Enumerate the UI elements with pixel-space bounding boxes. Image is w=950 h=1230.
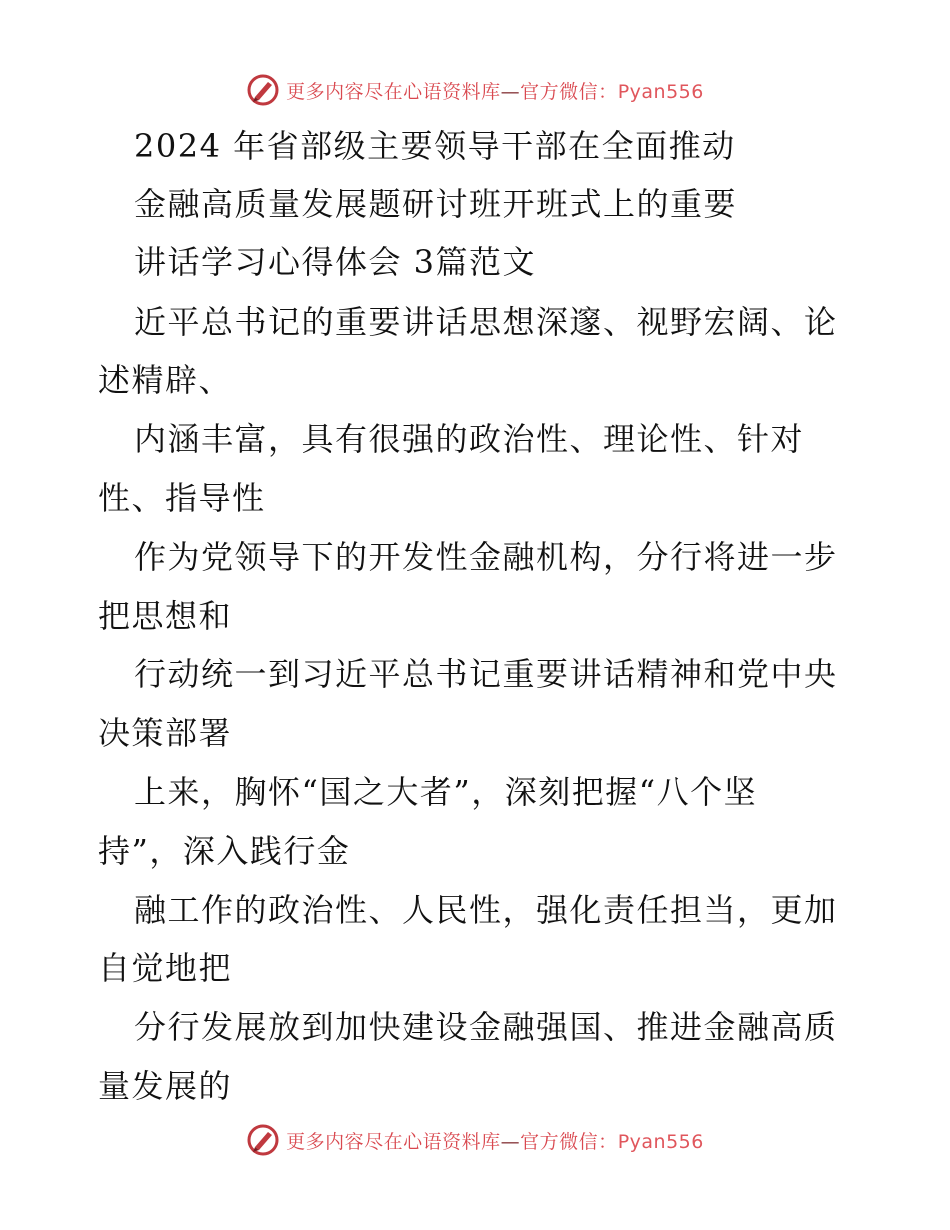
title-line-1: 2024 年省部级主要领导干部在全面推动 <box>134 127 736 165</box>
paragraph-line: 把思想和 <box>98 597 233 635</box>
brush-pen-logo-icon <box>246 73 280 107</box>
paragraph-line: 分行发展放到加快建设金融强国、推进金融高质 <box>134 1008 838 1046</box>
paragraph-line: 融工作的政治性、人民性，强化责任担当，更加 <box>134 891 838 929</box>
paragraph-line: 作为党领导下的开发性金融机构，分行将进一步 <box>134 538 838 576</box>
banner-separator: — <box>500 80 521 103</box>
banner-separator: — <box>500 1130 521 1153</box>
banner-main-text: 更多内容尽在心语资料库 <box>286 80 501 103</box>
title-line-3: 讲话学习心得体会 3篇范文 <box>134 243 537 281</box>
banner-text <box>286 77 704 104</box>
paragraph-line: 行动统一到习近平总书记重要讲话精神和党中央 <box>134 655 838 693</box>
paragraph-line: 性、指导性 <box>98 479 266 517</box>
paragraph-line: 持”，深入践行金 <box>98 832 351 870</box>
paragraph-line: 近平总书记的重要讲话思想深邃、视野宏阔、论 <box>134 303 838 341</box>
paragraph-line: 决策部署 <box>98 714 233 752</box>
title-line-2: 金融高质量发展题研讨班开班式上的重要 <box>134 185 738 223</box>
banner-wechat-label: 官方微信： <box>520 80 618 103</box>
paragraph-line: 述精辟、 <box>98 361 233 399</box>
paragraph-line: 内涵丰富，具有很强的政治性、理论性、针对 <box>134 420 805 458</box>
banner-wechat-id: Pyan556 <box>617 1130 704 1153</box>
banner-text <box>286 1127 704 1154</box>
paragraph-line: 自觉地把 <box>98 949 233 987</box>
banner-main-text: 更多内容尽在心语资料库 <box>286 1130 501 1153</box>
banner-wechat-label: 官方微信： <box>520 1130 618 1153</box>
paragraph-line: 量发展的 <box>98 1067 233 1105</box>
footer-watermark-banner <box>0 1120 950 1160</box>
brush-pen-logo-icon <box>246 1123 280 1157</box>
header-watermark-banner <box>0 70 950 110</box>
paragraph-line: 上来，胸怀“国之大者”，深刻把握“八个坚 <box>134 773 758 811</box>
banner-wechat-id: Pyan556 <box>617 80 704 103</box>
